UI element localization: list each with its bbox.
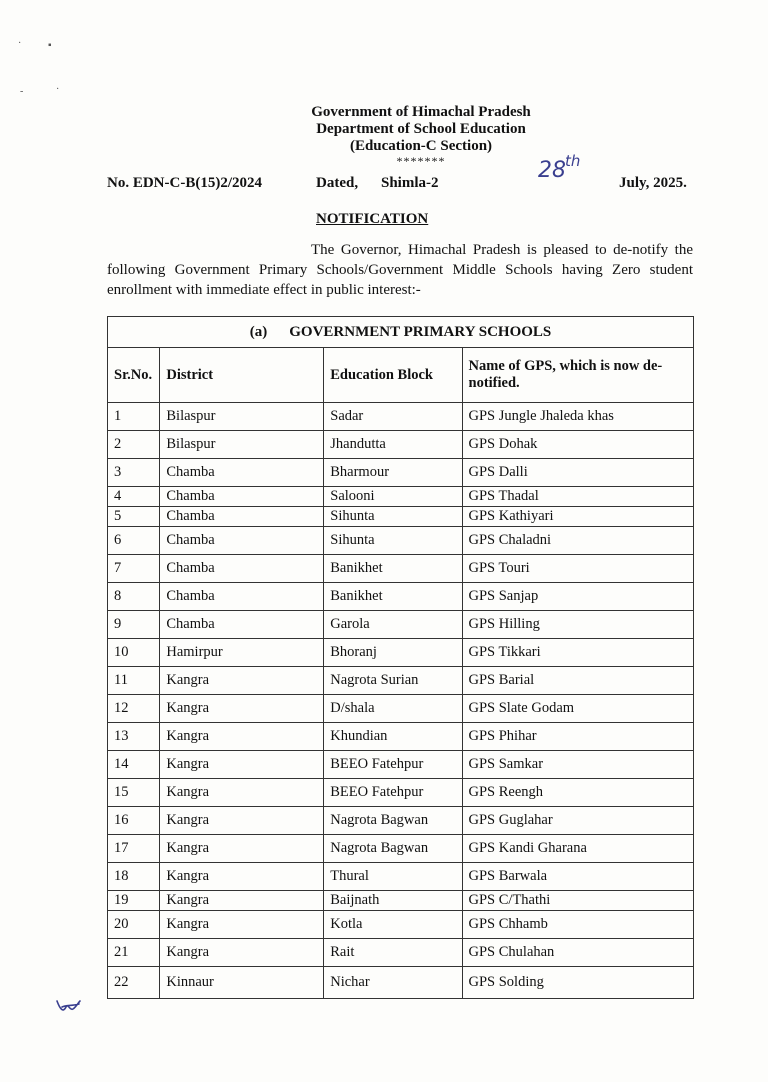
row-block: Jhandutta [324, 431, 462, 459]
col-header-school: Name of GPS, which is now de-notified. [462, 348, 693, 403]
row-school: GPS Touri [462, 555, 693, 583]
col-header-block: Education Block [324, 348, 462, 403]
notification-title: NOTIFICATION [316, 211, 429, 227]
place: Shimla-2 [381, 175, 439, 191]
table-row [108, 487, 694, 507]
row-srno: 9 [108, 611, 160, 639]
row-block: BEEO Fatehpur [324, 751, 462, 779]
row-srno: 4 [108, 487, 160, 507]
row-school: GPS Reengh [462, 779, 693, 807]
row-district: Kangra [160, 863, 324, 891]
row-school: GPS C/Thathi [462, 891, 693, 911]
row-school: GPS Chhamb [462, 911, 693, 939]
dated-label: Dated, [316, 175, 359, 191]
row-block: Nagrota Bagwan [324, 807, 462, 835]
table-row [108, 507, 694, 527]
row-srno: 6 [108, 527, 160, 555]
separator: ******* [396, 154, 446, 168]
row-school: GPS Chulahan [462, 939, 693, 967]
row-school: GPS Solding [462, 967, 693, 999]
row-school: GPS Barwala [462, 863, 693, 891]
table-row [108, 639, 694, 667]
handwritten-day: 28 [538, 158, 566, 183]
row-district: Kangra [160, 751, 324, 779]
table-row [108, 611, 694, 639]
row-district: Hamirpur [160, 639, 324, 667]
row-school: GPS Dohak [462, 431, 693, 459]
row-district: Kangra [160, 911, 324, 939]
row-school: GPS Thadal [462, 487, 693, 507]
table-row [108, 891, 694, 911]
row-district: Kangra [160, 667, 324, 695]
row-school: GPS Hilling [462, 611, 693, 639]
table-row [108, 527, 694, 555]
table-row [108, 807, 694, 835]
row-block: Nagrota Surian [324, 667, 462, 695]
table-row [108, 667, 694, 695]
row-district: Chamba [160, 507, 324, 527]
notification-body [107, 240, 693, 300]
row-srno: 21 [108, 939, 160, 967]
row-block: Nagrota Bagwan [324, 835, 462, 863]
row-district: Chamba [160, 527, 324, 555]
row-district: Kangra [160, 939, 324, 967]
row-school: GPS Sanjap [462, 583, 693, 611]
row-block: Sihunta [324, 507, 462, 527]
caption-label: (a) [249, 323, 268, 340]
table-row [108, 459, 694, 487]
row-srno: 3 [108, 459, 160, 487]
row-block: BEEO Fatehpur [324, 779, 462, 807]
col-header-district: District [160, 348, 324, 403]
row-srno: 13 [108, 723, 160, 751]
row-district: Chamba [160, 555, 324, 583]
row-school: GPS Phihar [462, 723, 693, 751]
row-srno: 11 [108, 667, 160, 695]
reference-number: No. EDN-C-B(15)2/2024 [107, 175, 262, 191]
department-name: Department of School Education [316, 121, 526, 137]
row-block: Sihunta [324, 527, 462, 555]
row-block: Salooni [324, 487, 462, 507]
row-district: Chamba [160, 459, 324, 487]
row-block: Rait [324, 939, 462, 967]
table-row [108, 555, 694, 583]
row-block: Sadar [324, 403, 462, 431]
table-caption-row [108, 317, 694, 348]
schools-table [107, 316, 694, 999]
row-srno: 1 [108, 403, 160, 431]
table-row [108, 723, 694, 751]
row-district: Kangra [160, 807, 324, 835]
table-row [108, 695, 694, 723]
initials-signature [54, 995, 82, 1017]
row-srno: 5 [108, 507, 160, 527]
table-caption [108, 317, 694, 348]
row-district: Bilaspur [160, 431, 324, 459]
row-school: GPS Dalli [462, 459, 693, 487]
document-page: · ▪ - · Government of Himachal Pradesh Department of School Education (Education-C Section) ******* No. EDN-C-B(15)2/2024 Dated, Shimla-2 28 th July, 2025. NOTIFICATION The Governor, Himachal Pradesh is pleased to de-notify the following Government Primary Schools/Government Middle Schools having Zero student enrollment with immediate effect in public interest:- (a) GOVERNMENT PRIMARY SCHOOLS Sr.No. District Education Block Name of GPS, which is now de-notified. 1 Bilaspur Sadar GPS Jungle Jhaleda khas 2 Bilaspur Jhandutta GPS Dohak 3 Chamba Bharmour GPS Dalli 4 Chamba Salooni GPS Thadal 5 Chamba Sihunta GPS Kathiyari 6 Chamba Sihunta GPS Chaladni 7 Chamba Banikhet GPS Touri 8 Chamba Banikhet GPS Sanjap 9 Chamba Garola GPS Hilling 10 Hamirpur Bhoranj GPS Tikkari 11 Kangra Nagrota Surian GPS Barial 12 Kangra D/shala GPS Slate Godam 13 Kangra Khundian GPS Phihar 14 Kangra BEEO Fatehpur GPS Samkar 15 Kangra BEEO Fatehpur GPS Reengh 16 Kangra Nagrota Bagwan GPS Guglahar 17 Kangra Nagrota Bagwan GPS Kandi Gharana 18 Kangra Thural GPS Barwala 19 Kangra Baijnath GPS C/Thathi 20 Kangra Kotla GPS Chhamb 21 Kangra Rait GPS Chulahan 22 Kinnaur Nichar GPS Solding [0, 0, 768, 1082]
handwritten-day-suffix: th [565, 152, 581, 170]
row-district: Kinnaur [160, 967, 324, 999]
row-block: Banikhet [324, 555, 462, 583]
row-district: Kangra [160, 723, 324, 751]
row-block: Baijnath [324, 891, 462, 911]
row-school: GPS Chaladni [462, 527, 693, 555]
table-row [108, 403, 694, 431]
row-block: Nichar [324, 967, 462, 999]
government-name: Government of Himachal Pradesh [311, 104, 531, 120]
row-school: GPS Kandi Gharana [462, 835, 693, 863]
col-header-srno: Sr.No. [108, 348, 160, 403]
table-row [108, 939, 694, 967]
row-school: GPS Slate Godam [462, 695, 693, 723]
row-district: Kangra [160, 835, 324, 863]
row-district: Chamba [160, 583, 324, 611]
section-name: (Education-C Section) [349, 138, 493, 154]
row-srno: 16 [108, 807, 160, 835]
row-srno: 22 [108, 967, 160, 999]
row-district: Kangra [160, 779, 324, 807]
row-district: Chamba [160, 487, 324, 507]
row-srno: 10 [108, 639, 160, 667]
table-row [108, 967, 694, 999]
row-block: Kotla [324, 911, 462, 939]
month-year: July, 2025. [619, 175, 687, 191]
row-srno: 17 [108, 835, 160, 863]
table-row [108, 863, 694, 891]
row-block: Thural [324, 863, 462, 891]
row-school: GPS Samkar [462, 751, 693, 779]
row-srno: 8 [108, 583, 160, 611]
letterhead [0, 104, 768, 167]
row-school: GPS Guglahar [462, 807, 693, 835]
table-row [108, 583, 694, 611]
table-row [108, 751, 694, 779]
row-school: GPS Kathiyari [462, 507, 693, 527]
row-srno: 15 [108, 779, 160, 807]
row-school: GPS Jungle Jhaleda khas [462, 403, 693, 431]
row-block: Garola [324, 611, 462, 639]
table-row [108, 431, 694, 459]
table-row [108, 779, 694, 807]
table-header-row [108, 348, 694, 403]
row-srno: 7 [108, 555, 160, 583]
table-row [108, 835, 694, 863]
row-block: Banikhet [324, 583, 462, 611]
row-srno: 19 [108, 891, 160, 911]
notification-body-text: The Governor, Himachal Pradesh is pleased to de-notify the following Government Primary Schools/Government Middle Schools having Zero student enrollment with immediate effect in public interest:- [107, 242, 693, 298]
row-srno: 18 [108, 863, 160, 891]
row-school: GPS Barial [462, 667, 693, 695]
row-district: Kangra [160, 695, 324, 723]
row-block: Bharmour [324, 459, 462, 487]
table-row [108, 911, 694, 939]
row-block: Khundian [324, 723, 462, 751]
row-block: Bhoranj [324, 639, 462, 667]
row-block: D/shala [324, 695, 462, 723]
row-district: Kangra [160, 891, 324, 911]
row-srno: 20 [108, 911, 160, 939]
row-school: GPS Tikkari [462, 639, 693, 667]
row-srno: 14 [108, 751, 160, 779]
row-srno: 12 [108, 695, 160, 723]
row-srno: 2 [108, 431, 160, 459]
caption-title: GOVERNMENT PRIMARY SCHOOLS [289, 323, 552, 340]
row-district: Chamba [160, 611, 324, 639]
row-district: Bilaspur [160, 403, 324, 431]
